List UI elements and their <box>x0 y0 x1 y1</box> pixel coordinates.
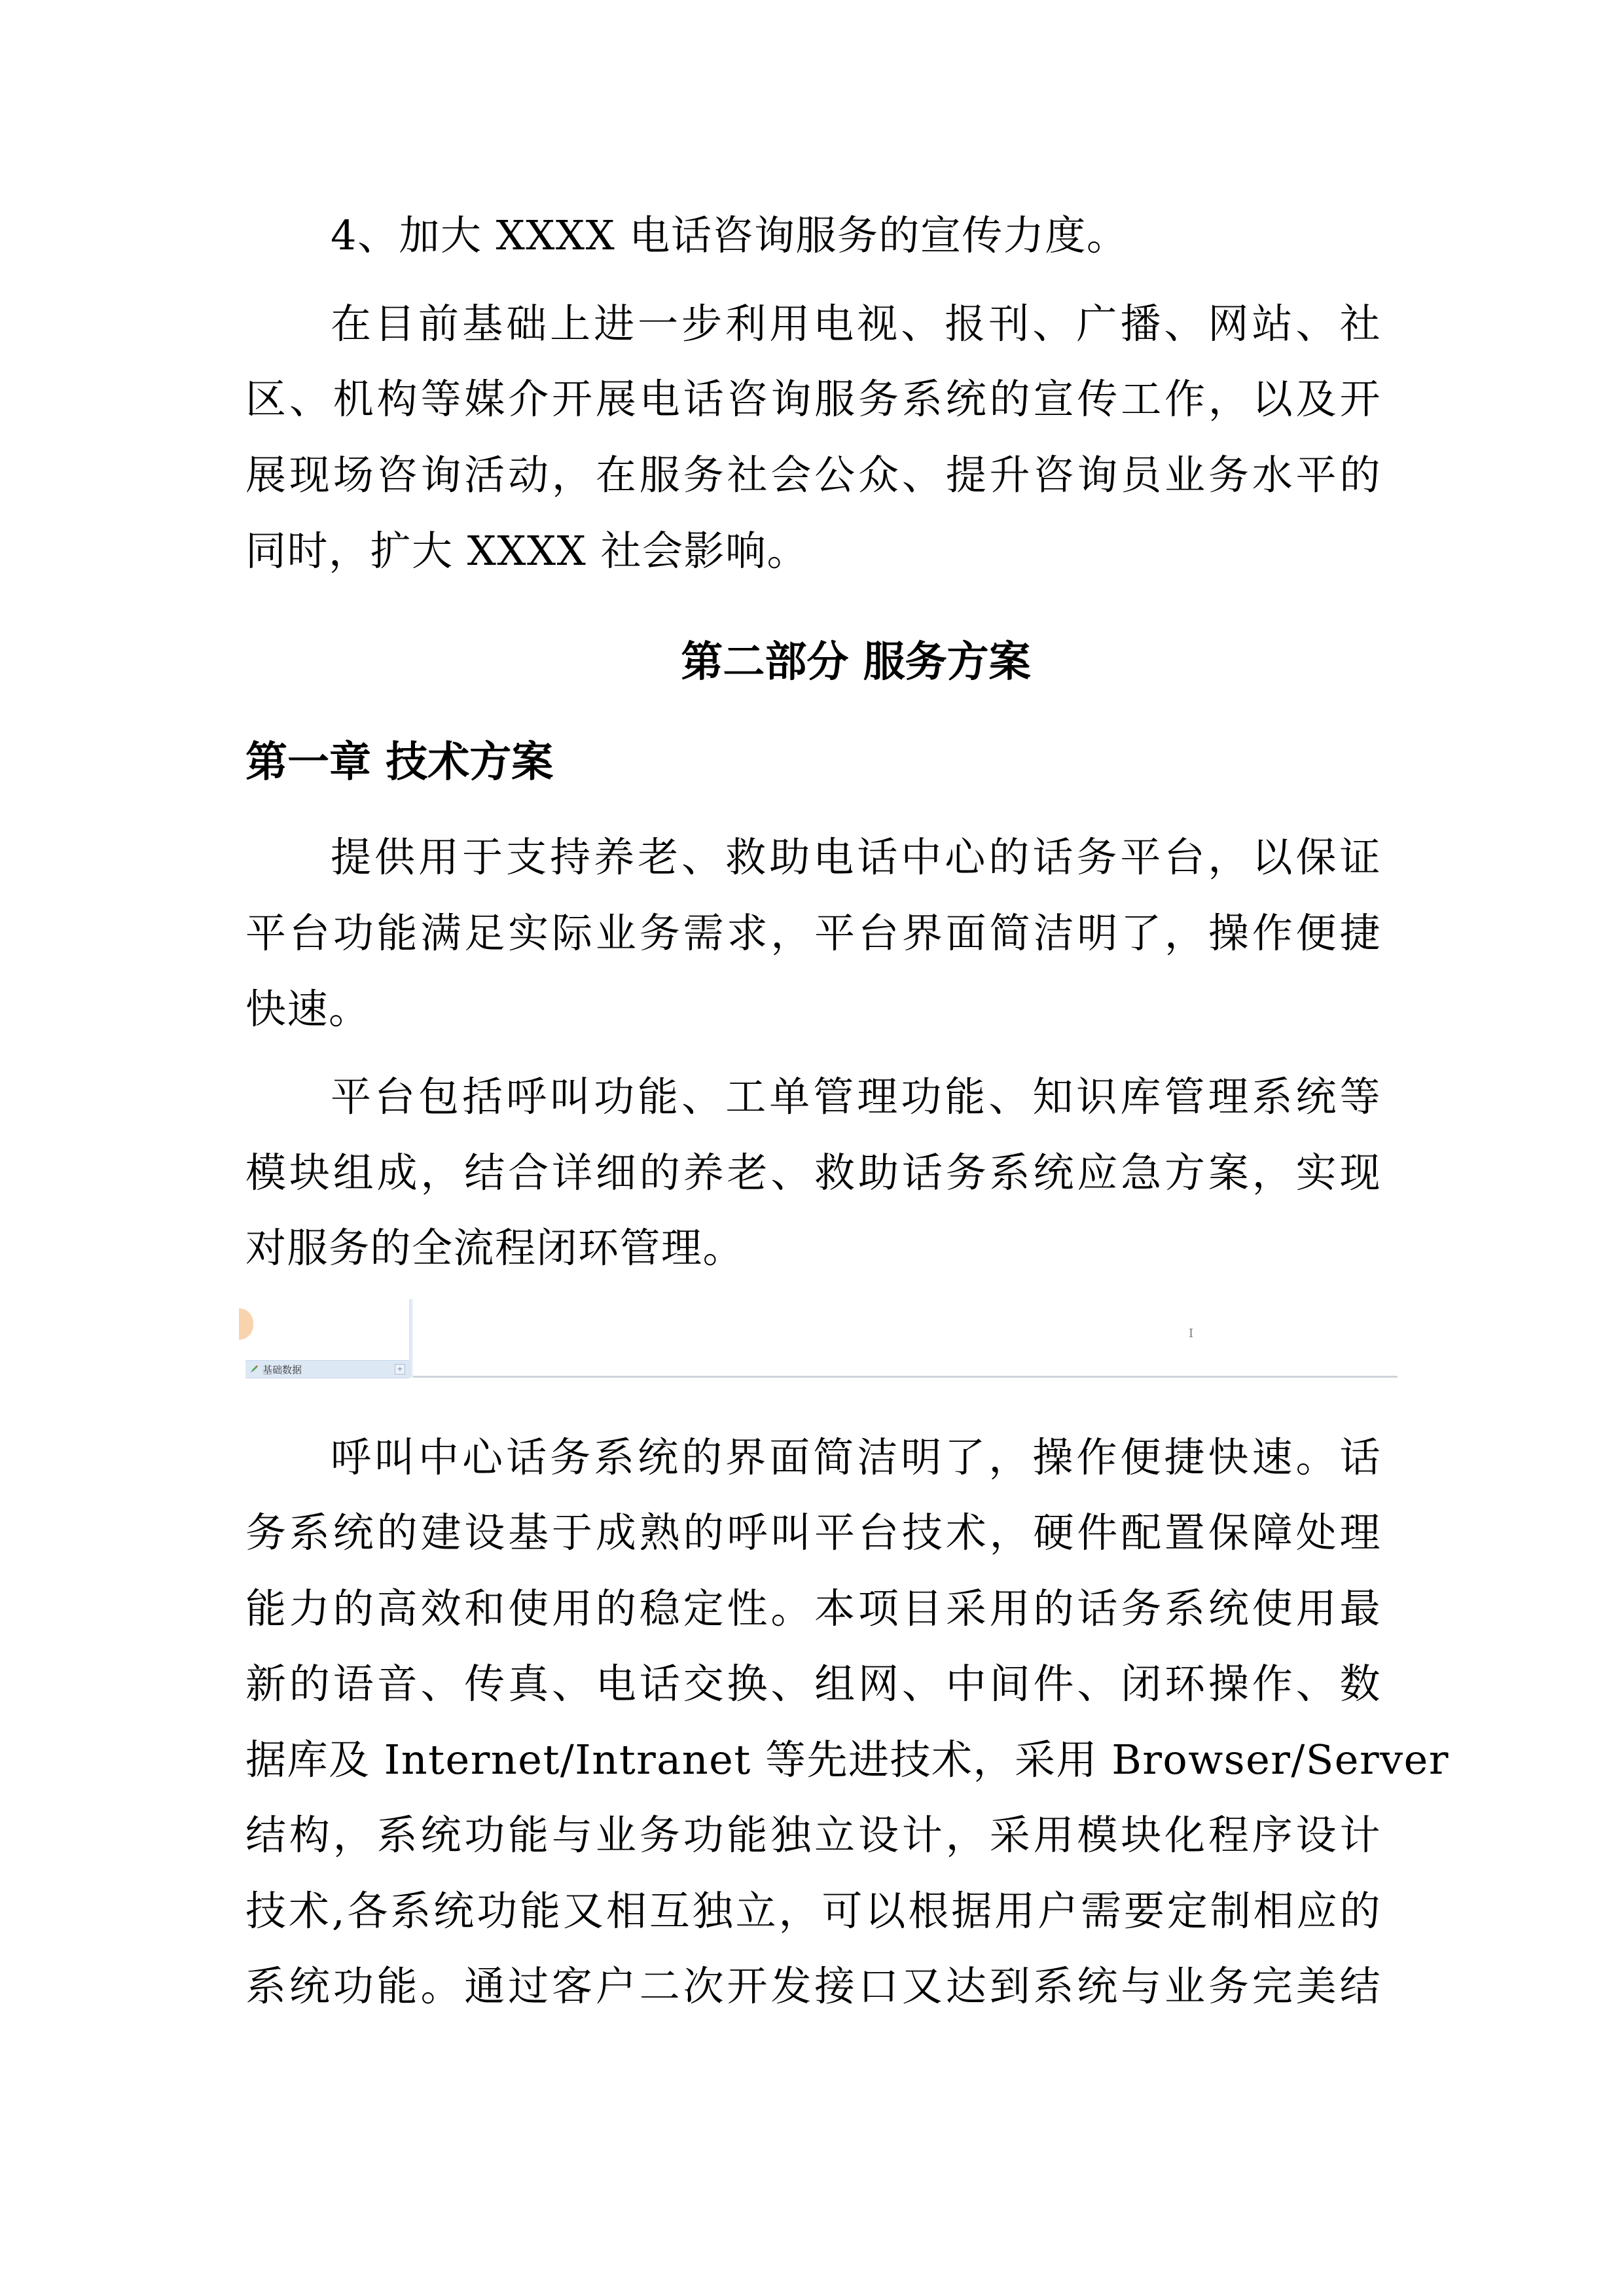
paragraph-4-line-4: 新的语音、传真、电话交换、组网、中间件、闭环操作、数 <box>245 1660 1381 1708</box>
embedded-bottom-border <box>413 1376 1398 1378</box>
embedded-screenshot <box>245 1299 1398 1378</box>
part-title: 第二部分 服务方案 <box>681 638 1031 687</box>
paragraph-4-line-3: 能力的高效和使用的稳定性。本项目采用的话务系统使用最 <box>245 1585 1381 1632</box>
expand-icon[interactable]: + <box>395 1364 405 1374</box>
orange-logo-fragment <box>239 1308 253 1340</box>
paragraph-2-line-1: 提供用于支持养老、救助电话中心的话务平台，以保证 <box>331 833 1381 881</box>
pencil-icon <box>249 1365 259 1374</box>
embedded-content-area <box>413 1299 1398 1376</box>
paragraph-2-line-2: 平台功能满足实际业务需求，平台界面简洁明了，操作便捷 <box>245 909 1381 957</box>
paragraph-2-line-3: 快速。 <box>245 985 370 1033</box>
embedded-sidebar <box>245 1299 409 1378</box>
paragraph-4-line-8: 系统功能。通过客户二次开发接口又达到系统与业务完美结 <box>245 1962 1381 2010</box>
paragraph-1-line-4: 同时，扩大 XXXX 社会影响。 <box>245 527 808 575</box>
paragraph-3-line-1: 平台包括呼叫功能、工单管理功能、知识库管理系统等 <box>331 1073 1381 1121</box>
paragraph-4-line-2: 务系统的建设基于成熟的呼叫平台技术，硬件配置保障处理 <box>245 1509 1381 1556</box>
text-cursor-icon: I <box>1189 1327 1194 1340</box>
paragraph-4-line-6: 结构，系统功能与业务功能独立设计，采用模块化程序设计 <box>245 1811 1381 1859</box>
paragraph-3-line-3: 对服务的全流程闭环管理。 <box>245 1224 745 1272</box>
nav-item-basic-data[interactable] <box>245 1360 409 1378</box>
paragraph-1-line-1: 在目前基础上进一步利用电视、报刊、广播、网站、社 <box>331 300 1381 348</box>
paragraph-4-line-1: 呼叫中心话务系统的界面简洁明了，操作便捷快速。话 <box>331 1433 1381 1481</box>
paragraph-1-line-3: 展现场咨询活动，在服务社会公众、提升咨询员业务水平的 <box>245 451 1381 499</box>
item-4-heading: 4、加大 XXXX 电话咨询服务的宣传力度。 <box>331 211 1128 259</box>
chapter-title: 第一章 技术方案 <box>245 738 554 787</box>
paragraph-4-line-7: 技术,各系统功能又相互独立，可以根据用户需要定制相应的 <box>245 1887 1381 1935</box>
paragraph-4-line-5: 据库及 Internet/Intranet 等先进技术，采用 Browser/Server <box>245 1736 1449 1784</box>
paragraph-1-line-2: 区、机构等媒介开展电话咨询服务系统的宣传工作，以及开 <box>245 375 1381 423</box>
paragraph-3-line-2: 模块组成，结合详细的养老、救助话务系统应急方案，实现 <box>245 1149 1381 1196</box>
nav-item-label: 基础数据 <box>262 1363 302 1376</box>
